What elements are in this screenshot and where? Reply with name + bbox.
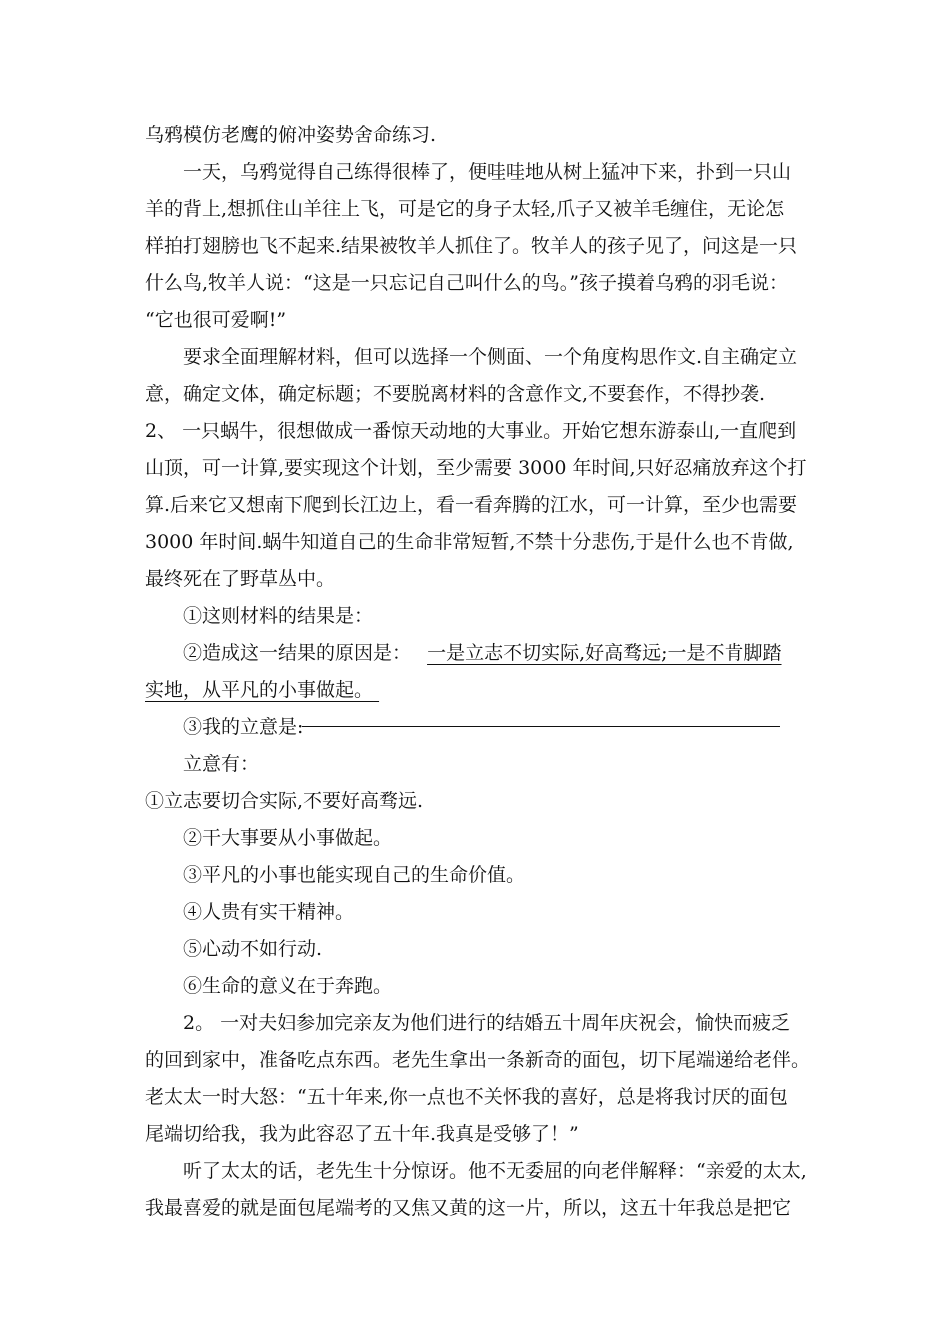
requirement-line: 意，确定文体，确定标题；不要脱离材料的含意作文,不要套作，不得抄袭. <box>145 383 766 405</box>
theme-item: ②干大事要从小事做起。 <box>183 827 393 849</box>
requirement-line: 要求全面理解材料，但可以选择一个侧面、一个角度构思作文.自主确定立 <box>183 346 798 368</box>
question-2-answer: 一是立志不切实际,好高骛远;一是不肯脚踏 <box>427 642 782 664</box>
question-2-answer-cont <box>145 673 815 707</box>
themes-heading: 立意有： <box>183 753 260 775</box>
story3-line: 老太太一时大怒：“五十年来,你一点也不关怀我的喜好，总是将我讨厌的面包 <box>145 1086 788 1108</box>
story1-line: 羊的背上,想抓住山羊往上飞，可是它的身子太轻,爪子又被羊毛缠住，无论怎 <box>145 198 785 220</box>
story2-line: 3000 年时间.蜗牛知道自己的生命非常短暂,不禁十分悲伤,于是什么也不肯做, <box>145 531 794 553</box>
question-1: ①这则材料的结果是： <box>183 605 374 627</box>
theme-item: ⑤心动不如行动. <box>183 938 323 960</box>
story1-line: 什么鸟,牧羊人说：“这是一只忘记自己叫什么的鸟。”孩子摸着乌鸦的羽毛说： <box>145 272 788 294</box>
story1-line: 乌鸦模仿老鹰的俯冲姿势舍命练习. <box>145 124 437 146</box>
theme-item: ⑥生命的意义在于奔跑。 <box>183 975 393 997</box>
theme-item: ④人贵有实干精神。 <box>183 901 355 923</box>
question-2 <box>183 636 815 670</box>
answer-blank-line <box>302 726 780 727</box>
story3-line: 尾端切给我，我为此容忍了五十年.我真是受够了！” <box>145 1123 579 1145</box>
story2-line: 山顶，可一计算,要实现这个计划，至少需要 3000 年时间,只好忍痛放弃这个打 <box>145 457 807 479</box>
story2-line: 2、 一只蜗牛，很想做成一番惊天动地的大事业。开始它想东游泰山,一直爬到 <box>145 420 797 442</box>
story3-line: 的回到家中，准备吃点东西。老先生拿出一条新奇的面包，切下尾端递给老伴。 <box>145 1049 811 1071</box>
story3-line: 我最喜爱的就是面包尾端考的又焦又黄的这一片，所以，这五十年我总是把它 <box>145 1197 792 1219</box>
theme-item: ③平凡的小事也能实现自己的生命价值。 <box>183 864 526 886</box>
story3-line: 2。 一对夫妇参加完亲友为他们进行的结婚五十周年庆祝会，愉快而疲乏 <box>183 1012 791 1034</box>
question-2-answer: 实地，从平凡的小事做起。 <box>145 679 374 701</box>
question-3-label: ③我的立意是: <box>183 716 304 738</box>
story2-line: 最终死在了野草丛中。 <box>145 568 336 590</box>
theme-item: ①立志要切合实际,不要好高骛远. <box>145 790 424 812</box>
story2-line: 算.后来它又想南下爬到长江边上，看一看奔腾的江水，可一计算，至少也需要 <box>145 494 798 516</box>
story3-line: 听了太太的话，老先生十分惊讶。他不无委屈的向老伴解释：“亲爱的太太, <box>183 1160 807 1182</box>
story1-line: “它也很可爱啊!” <box>145 309 287 331</box>
question-2-label: ②造成这一结果的原因是： <box>183 642 412 664</box>
story1-line: 样拍打翅膀也飞不起来.结果被牧羊人抓住了。牧羊人的孩子见了，问这是一只 <box>145 235 798 257</box>
story1-line: 一天，乌鸦觉得自己练得很棒了，便哇哇地从树上猛冲下来，扑到一只山 <box>183 161 792 183</box>
